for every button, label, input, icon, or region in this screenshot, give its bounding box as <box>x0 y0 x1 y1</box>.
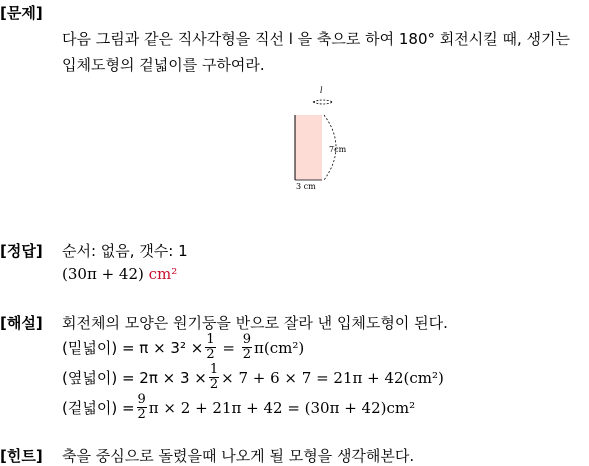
answer-unit: cm² <box>148 265 178 283</box>
solution-line-3-a: (옆넓이) = 2π × 3 × <box>62 369 207 387</box>
frac-num: 9 <box>137 392 146 407</box>
solution-line-3 <box>62 363 444 392</box>
axis-label: l <box>320 86 323 95</box>
problem-label: [문제] <box>0 4 43 22</box>
rectangle-fill <box>295 115 322 180</box>
rotation-figure <box>280 84 360 194</box>
solution-line-4-a: (겉넓이) = <box>62 399 135 417</box>
fraction-half <box>205 333 215 362</box>
answer-line-1: 순서: 없음, 갯수: 1 <box>62 242 188 260</box>
rotation-arrow-icon <box>313 100 333 102</box>
solution-line-2-a: (밑넓이) = π × 3² × <box>62 339 204 357</box>
answer-label: [정답] <box>0 242 43 260</box>
answer-expression <box>62 265 177 283</box>
frac-num: 1 <box>206 332 215 347</box>
fraction-nine-half <box>242 333 252 362</box>
fraction-half <box>209 363 219 392</box>
frac-num: 1 <box>209 362 219 377</box>
solution-line-3-b: × 7 + 6 × 7 = 21π + 42(cm²) <box>221 368 444 387</box>
frac-den: 2 <box>209 377 219 392</box>
problem-line-2: 입체도형의 겉넓이를 구하여라. <box>62 56 265 74</box>
solution-line-2: (밑넓이) = π × 3² × $\frac{1}{2}$ = $\frac{9}{2}$ π(cm²) <box>62 332 305 362</box>
frac-den: 2 <box>137 407 146 422</box>
width-label: 3 cm <box>296 182 316 191</box>
height-label: 7cm <box>329 145 347 154</box>
frac-num: 9 <box>242 332 251 347</box>
frac-den: 2 <box>242 347 251 362</box>
solution-line-4-b: π × 2 + 21π + 42 = (30π + 42)cm² <box>148 398 416 417</box>
solution-line-2-b: π(cm²) <box>253 338 305 357</box>
solution-line-1: 회전체의 모양은 원기둥을 반으로 잘라 낸 입체도형이 된다. <box>62 314 448 332</box>
rotation-arrow-lower <box>313 102 333 104</box>
fraction-nine-half <box>137 393 147 422</box>
answer-expr: (30π + 42) <box>62 265 144 283</box>
solution-line-4 <box>62 393 415 422</box>
hint-label: [힌트] <box>0 447 43 465</box>
hint-line-1: 축을 중심으로 돌렸을때 나오게 될 모형을 생각해본다. <box>62 447 415 465</box>
problem-line-1: 다음 그림과 같은 직사각형을 직선 l 을 축으로 하여 180° 회전시킬 때, 생기는 <box>62 30 571 48</box>
frac-den: 2 <box>206 347 215 362</box>
solution-label: [해설] <box>0 314 43 332</box>
